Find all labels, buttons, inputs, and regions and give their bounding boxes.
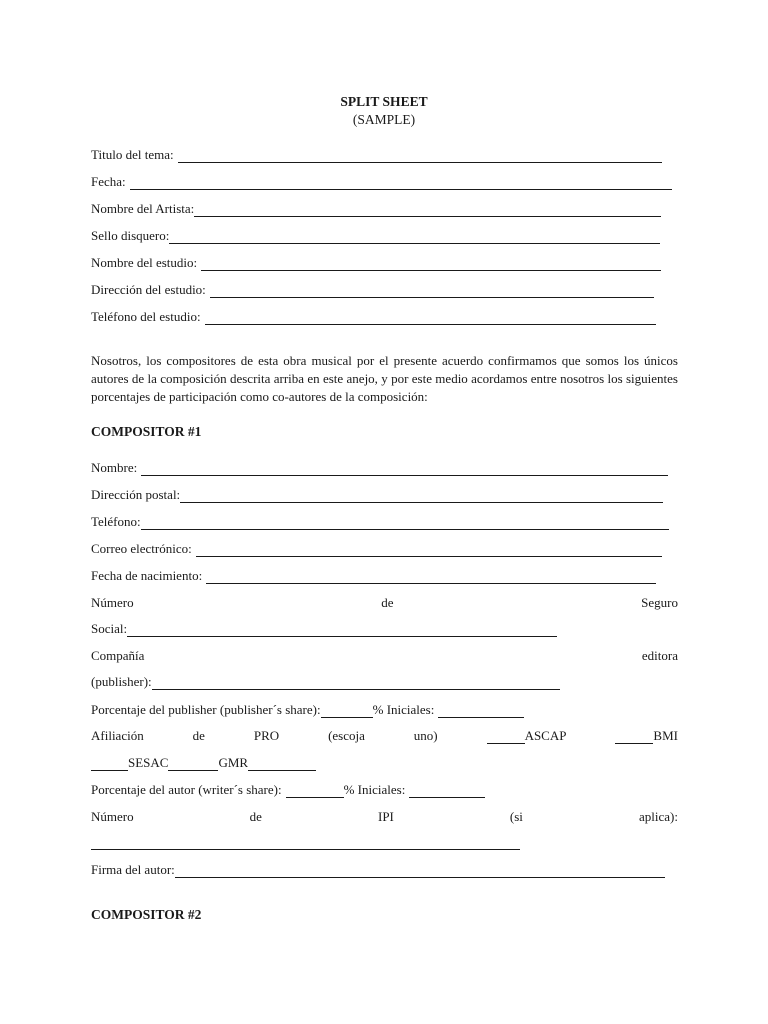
composer-1-ssn-field[interactable]: Social: <box>91 620 557 637</box>
composer-2-heading: COMPOSITOR #2 <box>91 907 202 922</box>
date-field[interactable]: Fecha: <box>91 173 672 190</box>
composer-1-publisher-field[interactable]: (publisher): <box>91 673 560 690</box>
composer-1-ipi-field[interactable] <box>91 833 520 850</box>
doc-subtitle: (SAMPLE) <box>352 112 416 127</box>
studio-name-field[interactable]: Nombre del estudio: <box>91 254 661 271</box>
composer-1-email-field[interactable]: Correo electrónico: <box>91 540 662 557</box>
composer-1-ipi-label: Número de IPI (si aplica): <box>91 809 678 824</box>
bmi-option[interactable]: BMI <box>615 727 678 744</box>
sesac-option[interactable]: SESAC <box>91 754 168 771</box>
composer-1-publisher-share-field[interactable]: Porcentaje del publisher (publisher´s share): % Iniciales: <box>91 701 524 718</box>
composer-1-ssn-label: Número de Seguro <box>91 595 678 610</box>
gmr-option[interactable]: GMR <box>168 754 316 771</box>
composer-1-address-field[interactable]: Dirección postal: <box>91 486 663 503</box>
agreement-paragraph: Nosotros, los compositores de esta obra musical por el presente acuerdo confirmamos que somos los únicos autores de la composición descrita arriba en este anejo, y por este medio acordamos entre nosotros los siguientes porcentajes de participación como co-autores de la composición: <box>91 353 678 404</box>
artist-name-field[interactable]: Nombre del Artista: <box>91 200 661 217</box>
doc-title: SPLIT SHEET <box>340 94 428 109</box>
composer-1-heading: COMPOSITOR #1 <box>91 424 202 439</box>
studio-phone-field[interactable]: Teléfono del estudio: <box>91 308 656 325</box>
composer-1-pro-affiliation: Afiliación de PRO (escoja uno) ASCAP BMI <box>91 728 678 743</box>
studio-address-field[interactable]: Dirección del estudio: <box>91 281 654 298</box>
composer-1-pro-options-2 <box>91 754 316 771</box>
composer-1-writer-share-field[interactable]: Porcentaje del autor (writer´s share): % Iniciales: <box>91 781 485 798</box>
composer-1-publisher-label: Compañía editora <box>91 648 678 663</box>
composer-1-birthdate-field[interactable]: Fecha de nacimiento: <box>91 567 656 584</box>
song-title-field[interactable]: Titulo del tema: <box>91 146 662 163</box>
composer-1-signature-field[interactable]: Firma del autor: <box>91 861 665 878</box>
ascap-option[interactable]: ASCAP <box>487 727 567 744</box>
record-label-field[interactable]: Sello disquero: <box>91 227 660 244</box>
composer-1-phone-field[interactable]: Teléfono: <box>91 513 669 530</box>
composer-1-name-field[interactable]: Nombre: <box>91 459 668 476</box>
